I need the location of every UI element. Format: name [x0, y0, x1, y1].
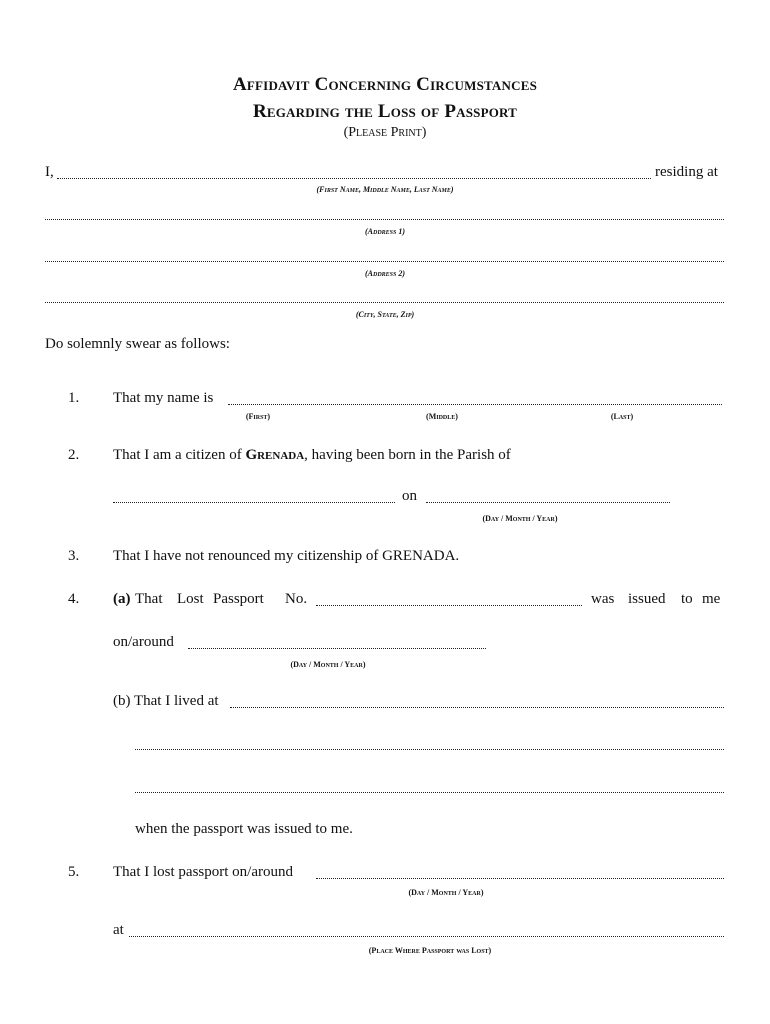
issued-word-me: me	[702, 591, 721, 607]
last-caption: (Last)	[610, 412, 634, 421]
city-state-zip-field[interactable]	[45, 302, 724, 303]
middle-caption: (Middle)	[426, 412, 458, 421]
address-2-caption: (Address 2)	[364, 269, 405, 278]
passport-number-field[interactable]	[316, 605, 582, 606]
issued-word-to: to	[681, 591, 693, 607]
issued-word-issued: issued	[628, 591, 666, 607]
declarant-prefix: I,	[45, 164, 54, 180]
item-5-number: 5.	[68, 864, 80, 880]
residing-at-label: residing at	[655, 164, 718, 180]
item-2-text-after: , having been born in the Parish of	[304, 447, 511, 463]
item-2-text	[113, 447, 511, 464]
loss-place-field[interactable]	[129, 936, 724, 937]
item-4-b-text: (b) That I lived at	[113, 693, 219, 709]
item-1-number: 1.	[68, 390, 80, 406]
birth-date-field[interactable]	[426, 502, 670, 503]
address-2-field[interactable]	[45, 261, 724, 262]
item-2-number: 2.	[68, 447, 80, 463]
at-label: at	[113, 922, 124, 938]
on-label: on	[402, 488, 417, 504]
issue-date-field[interactable]	[188, 648, 486, 649]
item-4-a-word-lost: Lost	[177, 591, 204, 607]
name-caption: (First Name, Middle Name, Last Name)	[316, 185, 454, 194]
loss-date-field[interactable]	[316, 878, 724, 879]
loss-date-caption: (Day / Month / Year)	[408, 888, 484, 897]
address-1-field[interactable]	[45, 219, 724, 220]
item-3-number: 3.	[68, 548, 80, 564]
residence-line-1-field[interactable]	[230, 707, 724, 708]
residence-line-2-field[interactable]	[135, 749, 724, 750]
swear-statement: Do solemnly swear as follows:	[45, 336, 230, 352]
item-4-when-text: when the passport was issued to me.	[135, 821, 353, 837]
country-name: Grenada	[245, 447, 305, 463]
form-title-line-1: Affidavit Concerning Circumstances	[232, 74, 537, 95]
loss-place-caption: (Place Where Passport was Lost)	[368, 946, 492, 955]
address-1-caption: (Address 1)	[364, 227, 405, 236]
item-4-a-word-passport: Passport	[213, 591, 264, 607]
item-4-number: 4.	[68, 591, 80, 607]
item-2-text-before: That I am a citizen of	[113, 447, 242, 463]
item-5-text: That I lost passport on/around	[113, 864, 293, 880]
full-name-field[interactable]	[228, 404, 722, 405]
item-4-a-label: (a)	[113, 591, 131, 607]
item-3-text: That I have not renounced my citizenship of GRENADA.	[113, 548, 460, 564]
form-title-line-2: Regarding the Loss of Passport	[252, 101, 518, 122]
first-caption: (First)	[245, 412, 271, 421]
declarant-name-field[interactable]	[57, 178, 651, 179]
item-4-a-word-no: No.	[285, 591, 308, 607]
issued-word-was: was	[591, 591, 615, 607]
birth-date-caption: (Day / Month / Year)	[482, 514, 558, 523]
on-around-label: on/around	[113, 634, 174, 650]
issue-date-caption: (Day / Month / Year)	[290, 660, 366, 669]
parish-field[interactable]	[113, 502, 395, 503]
residence-line-3-field[interactable]	[135, 792, 724, 793]
city-state-zip-caption: (City, State, Zip)	[355, 310, 415, 319]
item-4-a-word-that: That	[135, 591, 163, 607]
please-print-note: (Please Print)	[343, 125, 427, 140]
item-1-text: That my name is	[113, 390, 214, 406]
